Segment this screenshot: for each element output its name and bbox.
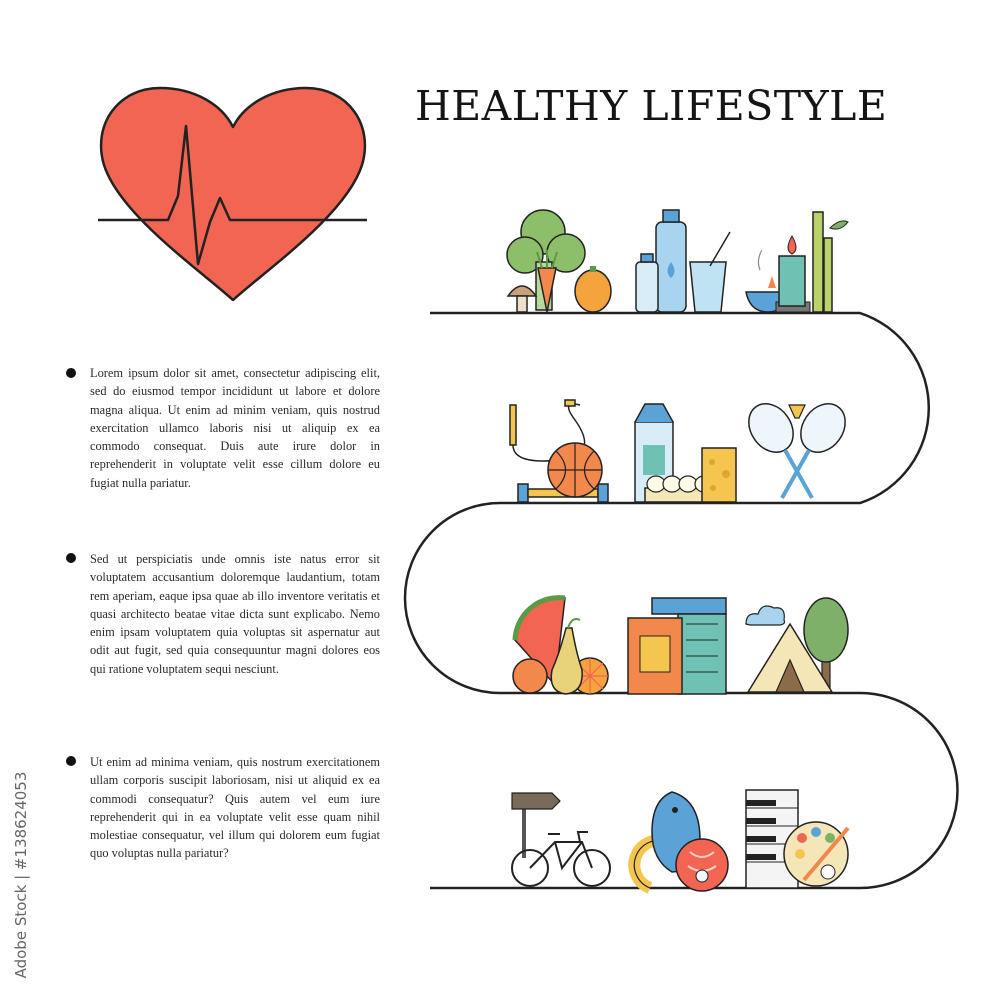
salmon-steak-icon: [676, 839, 728, 891]
heart-icon: [98, 88, 367, 300]
candle-icon: [779, 236, 805, 306]
page-title: HEALTHY LIFESTYLE: [415, 82, 888, 130]
paint-palette-icon: [784, 822, 848, 886]
mushroom-icon: [508, 286, 536, 312]
basketball-icon: [548, 443, 602, 497]
bullet-point: [66, 553, 76, 563]
pepper-icon: [575, 266, 611, 312]
cloud-icon: [746, 606, 785, 625]
paragraph-2: Sed ut perspiciatis unde omnis iste natus error sit voluptatem accusantium doloremque laudantium, totam rem aperiam, eaque ipsa quae ab illo inventore veritatis et quasi architecto beatae vitae dicta sunt explicabo. Nemo enim ipsam voluptatem quia voluptas sit aspernatur aut odit aut fugit, sed quia consequuntur magni dolores eos qui ratione voluptatem sequi nesciunt.: [90, 552, 380, 676]
water-bottle-icon: [636, 210, 686, 312]
paragraph-1: Lorem ipsum dolor sit amet, consectetur adipiscing elit, sed do eiusmod tempor incididunt ut labore et dolore magna aliqua. Ut enim ad minim veniam, quis nostrud exercitation ullamco laboris nisi ut aliquip ex ea commodo consequat. Duis aute irure dolor in reprehenderit in voluptate velit esse cillum dolore eu fugiat nulla pariatur.: [90, 366, 380, 490]
shuttlecock-icon: [789, 405, 805, 418]
bullet-point: [66, 368, 76, 378]
glass-icon: [690, 232, 730, 312]
bullet-point: [66, 756, 76, 766]
stock-id-watermark: [10, 760, 32, 990]
paragraph-3: Ut enim ad minima veniam, quis nostrum exercitationem ullam corporis suscipit laboriosam, nisi ut aliquid ex ea commodi consequatur? Quis autem vel eum iure reprehenderit qui in ea voluptate velit esse quam nihil molestiae consequatur, vel illum qui dolorem eum fugiat quo voluptas nulla pariatur?: [90, 755, 380, 861]
cheese-icon: [702, 448, 736, 502]
stock-id-text: Adobe Stock | #138624053: [12, 771, 30, 979]
bicycle-icon: [512, 832, 610, 886]
signpost-icon: [512, 793, 560, 858]
books-icon: [628, 598, 726, 694]
bamboo-icon: [813, 212, 848, 312]
